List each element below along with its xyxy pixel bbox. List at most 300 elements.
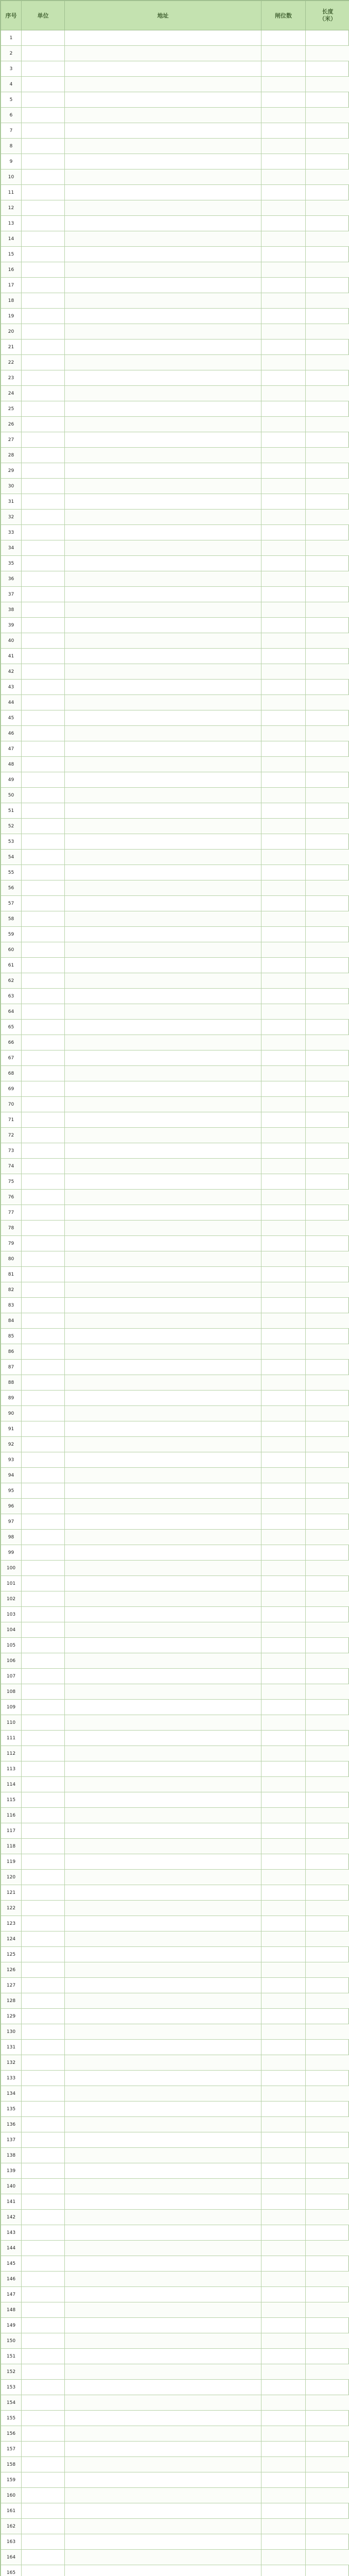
- cell-count: [261, 1607, 306, 1622]
- cell-unit: [22, 1993, 65, 2009]
- cell-length: [306, 1004, 349, 1020]
- cell-no: 123: [1, 1916, 22, 1931]
- table-row: [1, 2380, 349, 2395]
- cell-unit: [22, 463, 65, 479]
- cell-length: [306, 1174, 349, 1190]
- cell-length: [306, 1545, 349, 1561]
- cell-address: [65, 1761, 261, 1777]
- cell-no: 92: [1, 1437, 22, 1452]
- table-row: [1, 1901, 349, 1916]
- cell-count: [261, 1267, 306, 1282]
- cell-count: [261, 2086, 306, 2102]
- cell-address: [65, 1344, 261, 1360]
- table-row: [1, 77, 349, 92]
- table-row: [1, 865, 349, 880]
- cell-unit: [22, 1344, 65, 1360]
- table-row: [1, 1607, 349, 1622]
- cell-unit: [22, 2364, 65, 2380]
- cell-address: [65, 293, 261, 309]
- cell-length: [306, 819, 349, 834]
- cell-address: [65, 170, 261, 185]
- cell-address: [65, 92, 261, 108]
- cell-length: [306, 108, 349, 123]
- cell-no: 3: [1, 61, 22, 77]
- cell-count: [261, 1839, 306, 1854]
- cell-no: 110: [1, 1715, 22, 1731]
- cell-no: 49: [1, 772, 22, 788]
- table-row: [1, 1545, 349, 1561]
- cell-no: 113: [1, 1761, 22, 1777]
- cell-no: 122: [1, 1901, 22, 1916]
- cell-no: 64: [1, 1004, 22, 1020]
- cell-count: [261, 1761, 306, 1777]
- cell-unit: [22, 1870, 65, 1885]
- cell-unit: [22, 819, 65, 834]
- cell-address: [65, 1452, 261, 1468]
- cell-count: [261, 2395, 306, 2411]
- cell-count: [261, 633, 306, 649]
- cell-address: [65, 587, 261, 602]
- cell-count: [261, 2442, 306, 2457]
- cell-no: 140: [1, 2179, 22, 2194]
- cell-unit: [22, 2488, 65, 2503]
- table-row: [1, 2009, 349, 2024]
- cell-address: [65, 1313, 261, 1329]
- table-row: [1, 200, 349, 216]
- cell-no: 101: [1, 1576, 22, 1591]
- cell-unit: [22, 772, 65, 788]
- cell-length: [306, 293, 349, 309]
- cell-unit: [22, 1375, 65, 1391]
- table-row: [1, 108, 349, 123]
- table-row: [1, 1298, 349, 1313]
- cell-no: 83: [1, 1298, 22, 1313]
- table-row: [1, 772, 349, 788]
- table-row: [1, 1885, 349, 1901]
- cell-address: [65, 1684, 261, 1700]
- cell-no: 147: [1, 2287, 22, 2302]
- header-length-unit: （米）: [319, 15, 336, 22]
- cell-no: 65: [1, 1020, 22, 1035]
- cell-count: [261, 2457, 306, 2472]
- table-row: [1, 1375, 349, 1391]
- cell-count: [261, 664, 306, 680]
- table-row: [1, 216, 349, 231]
- cell-unit: [22, 1545, 65, 1561]
- table-row: [1, 2179, 349, 2194]
- cell-count: [261, 370, 306, 386]
- cell-no: 24: [1, 386, 22, 401]
- cell-address: [65, 540, 261, 556]
- cell-length: [306, 154, 349, 170]
- cell-no: 146: [1, 2272, 22, 2287]
- cell-no: 53: [1, 834, 22, 850]
- cell-address: [65, 231, 261, 247]
- cell-no: 12: [1, 200, 22, 216]
- cell-length: [306, 1406, 349, 1421]
- cell-no: 162: [1, 2519, 22, 2534]
- cell-count: [261, 1885, 306, 1901]
- cell-unit: [22, 865, 65, 880]
- cell-length: [306, 1298, 349, 1313]
- cell-unit: [22, 757, 65, 772]
- cell-no: 88: [1, 1375, 22, 1391]
- cell-count: [261, 989, 306, 1004]
- cell-no: 4: [1, 77, 22, 92]
- table-row: [1, 340, 349, 355]
- cell-no: 56: [1, 880, 22, 896]
- cell-length: [306, 1468, 349, 1483]
- cell-length: [306, 2256, 349, 2272]
- cell-unit: [22, 1901, 65, 1916]
- table-row: [1, 1561, 349, 1576]
- cell-count: [261, 1344, 306, 1360]
- table-row: [1, 1700, 349, 1715]
- cell-unit: [22, 556, 65, 571]
- cell-address: [65, 1421, 261, 1437]
- cell-address: [65, 1669, 261, 1684]
- cell-length: [306, 2364, 349, 2380]
- cell-address: [65, 2272, 261, 2287]
- cell-unit: [22, 1514, 65, 1530]
- cell-count: [261, 510, 306, 525]
- cell-count: [261, 2411, 306, 2426]
- table-row: [1, 695, 349, 710]
- cell-unit: [22, 2565, 65, 2576]
- table-row: [1, 2024, 349, 2040]
- cell-address: [65, 1808, 261, 1823]
- table-row: [1, 1391, 349, 1406]
- cell-no: 36: [1, 571, 22, 587]
- cell-no: 23: [1, 370, 22, 386]
- table-row: [1, 2565, 349, 2576]
- table-row: [1, 1159, 349, 1174]
- cell-count: [261, 2318, 306, 2333]
- cell-address: [65, 2148, 261, 2163]
- cell-address: [65, 1870, 261, 1885]
- cell-length: [306, 370, 349, 386]
- cell-no: 43: [1, 680, 22, 695]
- cell-count: [261, 556, 306, 571]
- cell-unit: [22, 896, 65, 911]
- cell-no: 163: [1, 2534, 22, 2550]
- cell-length: [306, 2194, 349, 2210]
- table-row: [1, 2333, 349, 2349]
- table-row: [1, 850, 349, 865]
- cell-count: [261, 2071, 306, 2086]
- cell-length: [306, 92, 349, 108]
- table-row: [1, 2086, 349, 2102]
- cell-unit: [22, 2302, 65, 2318]
- cell-unit: [22, 2132, 65, 2148]
- cell-no: 109: [1, 1700, 22, 1715]
- cell-unit: [22, 1561, 65, 1576]
- cell-unit: [22, 2086, 65, 2102]
- cell-address: [65, 1174, 261, 1190]
- cell-count: [261, 2488, 306, 2503]
- cell-count: [261, 2148, 306, 2163]
- cell-unit: [22, 2318, 65, 2333]
- cell-unit: [22, 1978, 65, 1993]
- cell-unit: [22, 2117, 65, 2132]
- cell-address: [65, 1638, 261, 1653]
- cell-unit: [22, 1066, 65, 1081]
- cell-address: [65, 1931, 261, 1947]
- header-count: 闸位数: [261, 1, 306, 30]
- cell-length: [306, 2102, 349, 2117]
- cell-count: [261, 1684, 306, 1700]
- cell-address: [65, 1143, 261, 1159]
- cell-no: 160: [1, 2488, 22, 2503]
- cell-unit: [22, 2210, 65, 2225]
- cell-address: [65, 247, 261, 262]
- cell-count: [261, 540, 306, 556]
- cell-count: [261, 1823, 306, 1839]
- cell-count: [261, 1715, 306, 1731]
- cell-unit: [22, 1391, 65, 1406]
- cell-count: [261, 2565, 306, 2576]
- cell-no: 136: [1, 2117, 22, 2132]
- cell-count: [261, 1545, 306, 1561]
- cell-address: [65, 463, 261, 479]
- table-row: [1, 1035, 349, 1050]
- cell-no: 119: [1, 1854, 22, 1870]
- cell-count: [261, 1530, 306, 1545]
- cell-no: 105: [1, 1638, 22, 1653]
- cell-unit: [22, 293, 65, 309]
- cell-no: 115: [1, 1792, 22, 1808]
- cell-length: [306, 664, 349, 680]
- cell-length: [306, 1020, 349, 1035]
- cell-count: [261, 216, 306, 231]
- cell-address: [65, 1823, 261, 1839]
- cell-address: [65, 973, 261, 989]
- cell-no: 76: [1, 1190, 22, 1205]
- cell-no: 79: [1, 1236, 22, 1251]
- cell-unit: [22, 324, 65, 340]
- cell-unit: [22, 1437, 65, 1452]
- table-row: [1, 618, 349, 633]
- cell-address: [65, 958, 261, 973]
- cell-unit: [22, 726, 65, 741]
- cell-length: [306, 216, 349, 231]
- cell-unit: [22, 1143, 65, 1159]
- cell-unit: [22, 602, 65, 618]
- cell-address: [65, 1854, 261, 1870]
- cell-address: [65, 1499, 261, 1514]
- cell-unit: [22, 989, 65, 1004]
- cell-length: [306, 1375, 349, 1391]
- cell-length: [306, 1421, 349, 1437]
- table-row: [1, 1421, 349, 1437]
- cell-length: [306, 1251, 349, 1267]
- cell-count: [261, 680, 306, 695]
- cell-no: 112: [1, 1746, 22, 1761]
- cell-address: [65, 2086, 261, 2102]
- cell-address: [65, 1514, 261, 1530]
- cell-count: [261, 2380, 306, 2395]
- table-row: [1, 355, 349, 370]
- cell-count: [261, 432, 306, 448]
- cell-address: [65, 1530, 261, 1545]
- cell-address: [65, 819, 261, 834]
- cell-no: 80: [1, 1251, 22, 1267]
- table-row: [1, 2132, 349, 2148]
- cell-unit: [22, 1159, 65, 1174]
- cell-address: [65, 30, 261, 46]
- cell-address: [65, 1993, 261, 2009]
- table-row: [1, 2272, 349, 2287]
- cell-address: [65, 355, 261, 370]
- cell-count: [261, 309, 306, 324]
- cell-count: [261, 77, 306, 92]
- cell-no: 135: [1, 2102, 22, 2117]
- cell-address: [65, 61, 261, 77]
- cell-no: 117: [1, 1823, 22, 1839]
- cell-unit: [22, 834, 65, 850]
- cell-address: [65, 1050, 261, 1066]
- cell-length: [306, 1916, 349, 1931]
- cell-length: [306, 1097, 349, 1112]
- cell-no: 120: [1, 1870, 22, 1885]
- cell-count: [261, 247, 306, 262]
- cell-length: [306, 525, 349, 540]
- cell-length: [306, 2565, 349, 2576]
- cell-count: [261, 2179, 306, 2194]
- cell-address: [65, 1792, 261, 1808]
- cell-count: [261, 2333, 306, 2349]
- cell-count: [261, 494, 306, 510]
- cell-no: 46: [1, 726, 22, 741]
- cell-no: 90: [1, 1406, 22, 1421]
- cell-address: [65, 309, 261, 324]
- cell-unit: [22, 2333, 65, 2349]
- table-row: [1, 2102, 349, 2117]
- cell-no: 39: [1, 618, 22, 633]
- cell-no: 20: [1, 324, 22, 340]
- cell-no: 165: [1, 2565, 22, 2576]
- table-row: [1, 2550, 349, 2565]
- cell-length: [306, 772, 349, 788]
- cell-length: [306, 1993, 349, 2009]
- cell-length: [306, 463, 349, 479]
- cell-count: [261, 726, 306, 741]
- header-unit: 单位: [22, 1, 65, 30]
- table-row: [1, 1684, 349, 1700]
- cell-address: [65, 1839, 261, 1854]
- cell-count: [261, 1916, 306, 1931]
- cell-length: [306, 46, 349, 61]
- cell-unit: [22, 2040, 65, 2055]
- table-row: [1, 1499, 349, 1514]
- cell-count: [261, 479, 306, 494]
- table-row: [1, 2055, 349, 2071]
- table-row: [1, 2148, 349, 2163]
- cell-unit: [22, 1499, 65, 1514]
- table-row: [1, 2225, 349, 2241]
- cell-length: [306, 355, 349, 370]
- cell-unit: [22, 618, 65, 633]
- cell-count: [261, 1731, 306, 1746]
- table-row: [1, 587, 349, 602]
- cell-unit: [22, 1792, 65, 1808]
- cell-length: [306, 2318, 349, 2333]
- cell-address: [65, 602, 261, 618]
- cell-length: [306, 1561, 349, 1576]
- table-row: [1, 1638, 349, 1653]
- cell-count: [261, 1638, 306, 1653]
- cell-length: [306, 2272, 349, 2287]
- cell-count: [261, 710, 306, 726]
- cell-unit: [22, 1452, 65, 1468]
- table-row: [1, 479, 349, 494]
- table-row: [1, 2117, 349, 2132]
- cell-count: [261, 2302, 306, 2318]
- cell-no: 25: [1, 401, 22, 417]
- cell-length: [306, 1530, 349, 1545]
- cell-no: 161: [1, 2503, 22, 2519]
- cell-unit: [22, 587, 65, 602]
- cell-count: [261, 757, 306, 772]
- table-row: [1, 1993, 349, 2009]
- cell-no: 26: [1, 417, 22, 432]
- cell-length: [306, 602, 349, 618]
- cell-unit: [22, 1746, 65, 1761]
- cell-address: [65, 1901, 261, 1916]
- cell-no: 156: [1, 2426, 22, 2442]
- cell-unit: [22, 1854, 65, 1870]
- cell-no: 63: [1, 989, 22, 1004]
- cell-unit: [22, 2550, 65, 2565]
- cell-count: [261, 1901, 306, 1916]
- cell-unit: [22, 1684, 65, 1700]
- cell-address: [65, 556, 261, 571]
- table-row: [1, 1360, 349, 1375]
- cell-unit: [22, 61, 65, 77]
- cell-length: [306, 2024, 349, 2040]
- cell-count: [261, 2550, 306, 2565]
- cell-count: [261, 170, 306, 185]
- cell-address: [65, 200, 261, 216]
- table-row: [1, 1870, 349, 1885]
- table-row: [1, 664, 349, 680]
- cell-unit: [22, 649, 65, 664]
- cell-address: [65, 262, 261, 278]
- cell-count: [261, 1282, 306, 1298]
- cell-unit: [22, 108, 65, 123]
- cell-no: 102: [1, 1591, 22, 1607]
- cell-count: [261, 911, 306, 927]
- cell-length: [306, 633, 349, 649]
- cell-address: [65, 2442, 261, 2457]
- cell-length: [306, 834, 349, 850]
- cell-no: 84: [1, 1313, 22, 1329]
- cell-address: [65, 1653, 261, 1669]
- cell-no: 27: [1, 432, 22, 448]
- cell-unit: [22, 2102, 65, 2117]
- cell-address: [65, 1777, 261, 1792]
- cell-address: [65, 2241, 261, 2256]
- cell-length: [306, 139, 349, 154]
- cell-no: 153: [1, 2380, 22, 2395]
- table-row: [1, 540, 349, 556]
- cell-length: [306, 741, 349, 757]
- table-row: [1, 1128, 349, 1143]
- table-row: [1, 1761, 349, 1777]
- cell-length: [306, 2534, 349, 2550]
- cell-length: [306, 1329, 349, 1344]
- cell-no: 11: [1, 185, 22, 200]
